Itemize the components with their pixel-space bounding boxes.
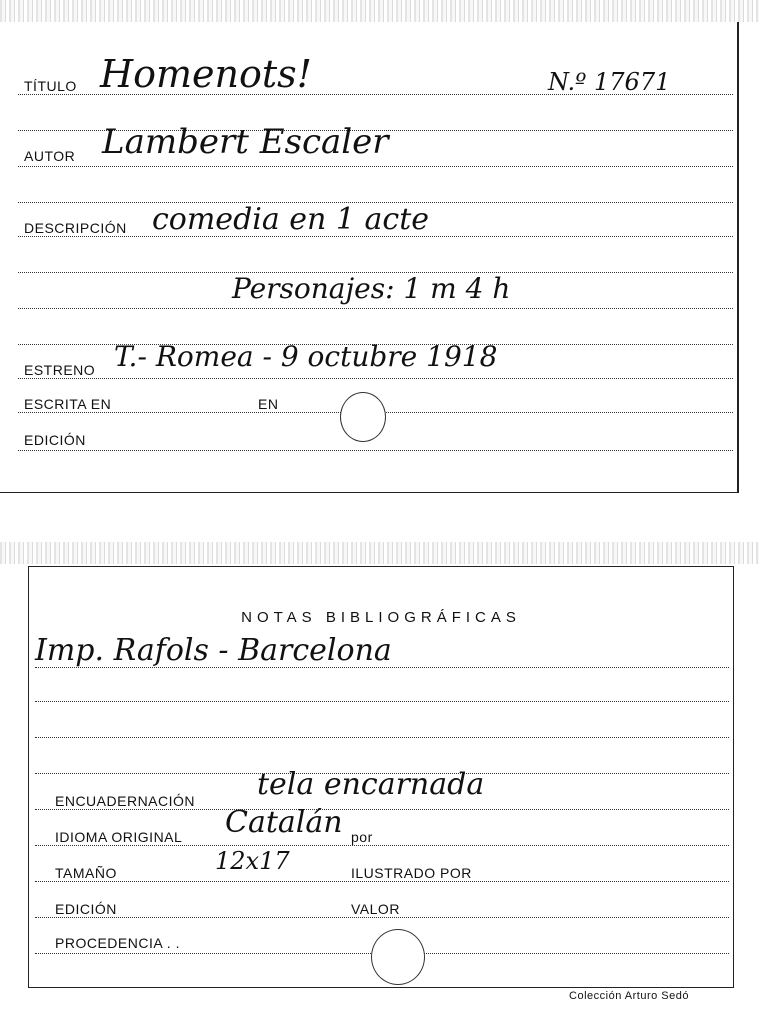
dotted-rule (35, 737, 729, 738)
tamano-label: TAMAÑO (55, 865, 117, 881)
scan-noise-top (0, 0, 759, 22)
encuadernacion-label: ENCUADERNACIÓN (55, 793, 196, 809)
catalog-card-notes (28, 566, 734, 988)
dotted-rule (35, 845, 729, 846)
idioma-label: IDIOMA ORIGINAL (55, 829, 183, 845)
dotted-rule (35, 917, 729, 918)
estreno-value: T.- Romea - 9 octubre 1918 (114, 340, 498, 373)
catalog-card-main (0, 22, 739, 493)
scan-noise-middle (0, 542, 759, 564)
dotted-rule (35, 881, 729, 882)
estreno-label: ESTRENO (24, 362, 96, 378)
edicion-label: EDICIÓN (24, 432, 86, 448)
valor-label: VALOR (351, 901, 400, 917)
imprenta-value: Imp. Rafols - Barcelona (35, 633, 392, 668)
edicion-label: EDICIÓN (55, 901, 117, 917)
titulo-label: TÍTULO (24, 78, 77, 94)
collection-credit: Colección Arturo Sedó (569, 990, 689, 1002)
tamano-value: 12x17 (215, 847, 290, 875)
notas-heading: NOTAS BIBLIOGRÁFICAS (241, 609, 521, 626)
dotted-rule (35, 701, 729, 702)
en-label: EN (258, 396, 279, 412)
catalog-number: N.º 17671 (548, 68, 671, 96)
dotted-rule (18, 166, 733, 167)
punch-hole-circle (340, 392, 386, 442)
dotted-rule (18, 450, 733, 451)
descripcion-value: comedia en 1 acte (152, 202, 430, 237)
dotted-rule (35, 809, 729, 810)
por-label: por (351, 829, 373, 845)
autor-value: Lambert Escaler (102, 122, 389, 162)
titulo-value: Homenots! (100, 52, 312, 96)
dotted-rule (18, 378, 733, 379)
ilustrado-label: ILUSTRADO POR (351, 865, 472, 881)
descripcion-label: DESCRIPCIÓN (24, 220, 127, 236)
autor-label: AUTOR (24, 148, 76, 164)
procedencia-label: PROCEDENCIA . . (55, 935, 180, 951)
punch-hole-circle (371, 929, 425, 985)
personajes-value: Personajes: 1 m 4 h (232, 272, 511, 305)
encuadernacion-value: tela encarnada (257, 767, 485, 802)
dotted-rule (18, 308, 733, 309)
escrita-en-label: ESCRITA EN (24, 396, 112, 412)
idioma-value: Catalán (225, 805, 343, 840)
